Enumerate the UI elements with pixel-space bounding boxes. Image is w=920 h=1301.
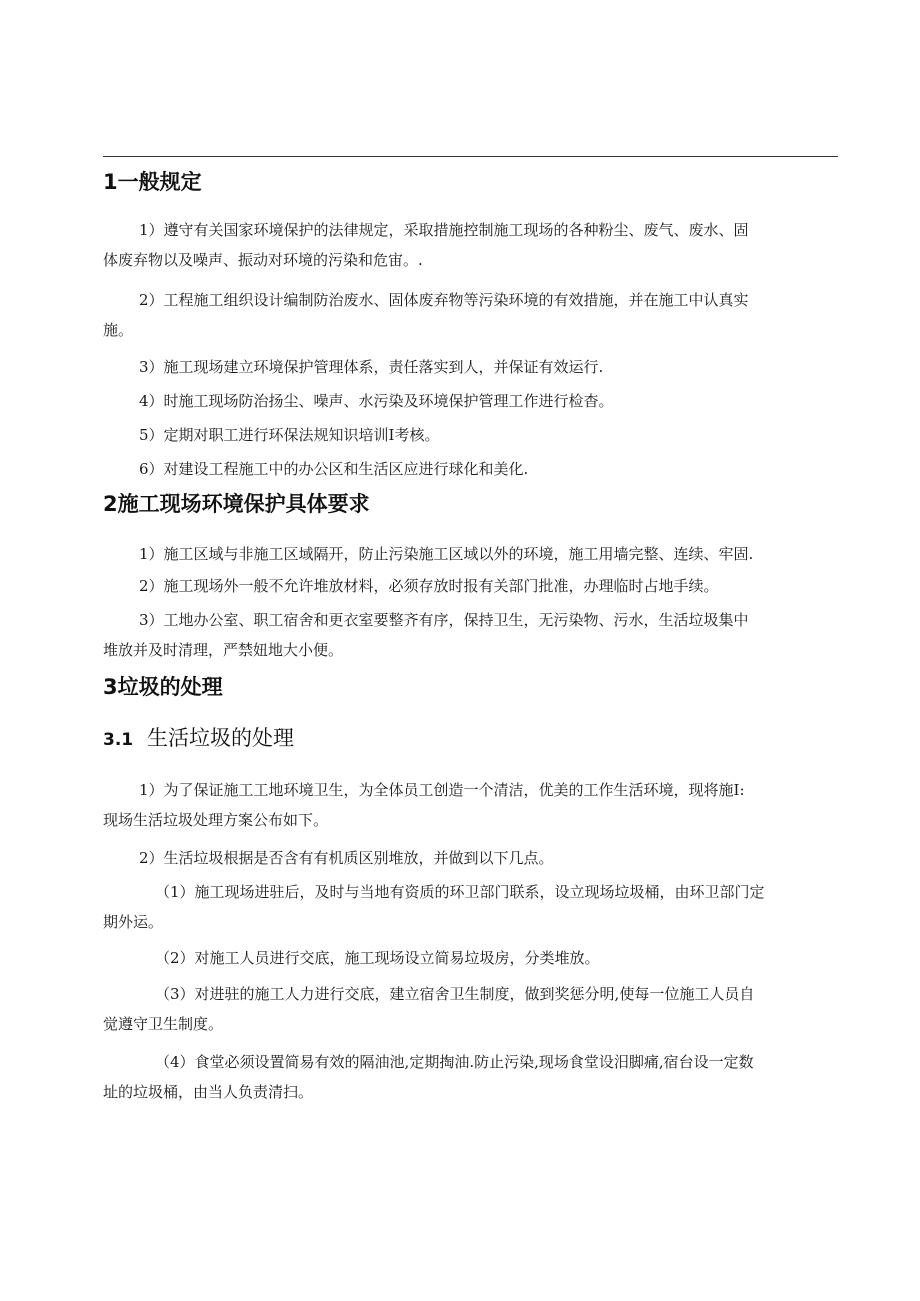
paragraph — [103, 1047, 838, 1107]
paragraph-line: 体废弃物以及噪声、振动对环境的污染和危宙。. — [103, 251, 423, 269]
paragraph-line: 施。 — [103, 321, 134, 339]
paragraph-line: 3）施工现场建立环境保护管理体系，责任落实到人，并保证有效运行. — [139, 358, 604, 376]
paragraph-line: 4）时施工现场防治扬尘、噪声、水污染及环境保护管理工作进行检杳。 — [139, 392, 614, 410]
subsection-number: 3.1 — [103, 730, 134, 750]
paragraph — [103, 352, 838, 382]
paragraph — [103, 386, 838, 416]
paragraph — [103, 979, 838, 1039]
paragraph-line: （3）对进驻的施工人力进行交底，建立宿舍卫生制度，做到奖惩分明,使每一位施工人员自 — [155, 985, 755, 1003]
paragraph-line: 堆放并及时清理，严禁妞地大小便。 — [103, 641, 344, 659]
paragraph-line: （2）对施工人员进行交底，施工现场设立简易垃圾房，分类堆放。 — [155, 949, 600, 967]
paragraph — [103, 215, 838, 275]
section-heading-3: 3垃圾的处理 — [103, 675, 223, 699]
paragraph — [103, 775, 838, 835]
paragraph-line: 1）遵守有关国家环境保护的法律规定，采取措施控制施工现场的各种粉尘、废气、废水、固 — [139, 221, 749, 239]
paragraph — [103, 877, 838, 937]
paragraph — [103, 605, 838, 665]
paragraph — [103, 943, 838, 973]
paragraph-line: 址的垃圾桶，由当人负责清扫。 — [103, 1083, 314, 1101]
paragraph-line: 现场生活垃圾处理方案公布如下。 — [103, 811, 329, 829]
paragraph-line: 6）对建设工程施工中的办公区和生活区应进行球化和美化. — [139, 460, 529, 478]
paragraph-line: 3）工地办公室、职工宿舍和更衣室要整齐有序，保持卫生，无污染物、污水，生活垃圾集中 — [139, 611, 749, 629]
paragraph — [103, 539, 838, 569]
paragraph-line: （4）食堂必须设置简易有效的隔油池,定期掏油.防止污染,现场食堂设汨脚痛,宿台设一定数 — [155, 1053, 754, 1071]
paragraph-line: 2）工程施工组织设计编制防治废水、固体废弃物等污染环境的有效措施，并在施工中认真实 — [139, 291, 749, 309]
paragraph-line: 5）定期对职工进行环保法规知识培训I考核。 — [139, 426, 440, 444]
paragraph-line: 觉遵守卫生制度。 — [103, 1015, 224, 1033]
paragraph-line: 2）施工现场外一般不允许堆放材料，必须存放时报有关部门批准，办理临时占地手续。 — [139, 577, 719, 595]
paragraph — [103, 571, 838, 601]
paragraph — [103, 285, 838, 345]
section-heading-1: 1一般规定 — [103, 170, 202, 194]
section-heading-2: 2施工现场环境保护具体要求 — [103, 492, 370, 516]
paragraph-line: 期外运。 — [103, 913, 164, 931]
paragraph-line: 1）为了保证施工工地环境卫生，为全体员工创造一个清洁，优美的工作生活环境，现将施I: — [139, 781, 745, 799]
paragraph — [103, 843, 838, 873]
paragraph — [103, 454, 838, 484]
subsection-title: 生活垃圾的处理 — [147, 726, 294, 750]
subsection-heading-3-1 — [103, 724, 294, 754]
paragraph-line: 2）生活垃圾根据是否含有有机质区别堆放，并做到以下几点。 — [139, 849, 554, 867]
paragraph-line: 1）施工区域与非施工区域隔开，防止污染施工区域以外的环境，施工用墙完整、连续、牢固. — [139, 545, 754, 563]
paragraph — [103, 420, 838, 450]
header-rule — [103, 156, 838, 157]
paragraph-line: （1）施工现场进驻后，及时与当地有资质的环卫部门联系，设立现场垃圾桶，由环卫部门定 — [155, 883, 765, 901]
